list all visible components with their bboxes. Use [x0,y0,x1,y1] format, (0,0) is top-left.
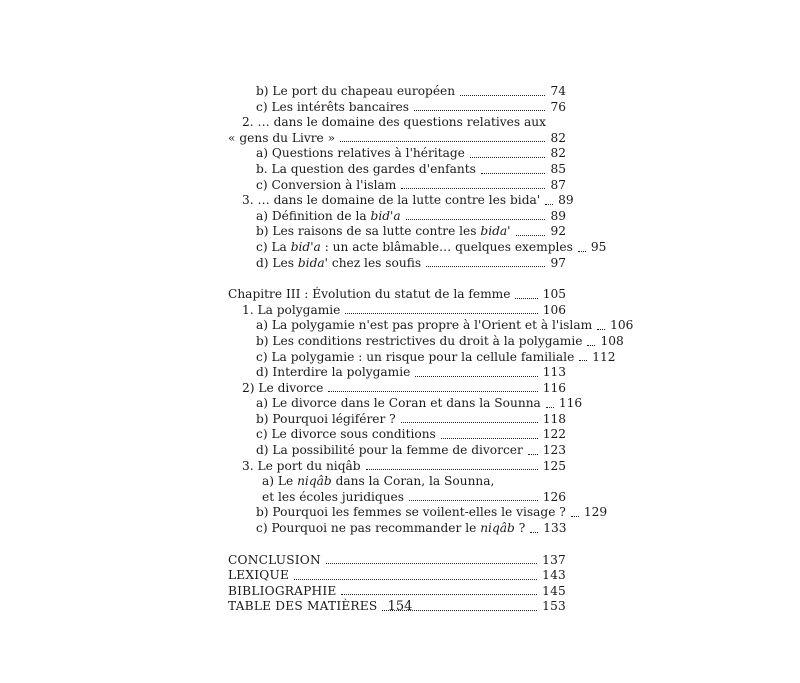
toc-entry [228,365,566,381]
toc-entry-page-number: 153 [542,599,566,614]
toc-entry [228,224,566,240]
dot-leader [294,579,537,580]
toc-entry-title [256,209,401,225]
dot-leader [597,329,605,330]
toc-entry-page-number: 106 [542,302,566,317]
toc-entry-text: d) La possibilité pour la femme de divorcer [256,443,523,458]
toc-entry-text: b) Le port du chapeau européen [256,84,456,98]
toc-entry [228,84,566,100]
toc-entry-italic-term: niqâb [297,474,332,489]
dot-leader [341,594,537,595]
toc-entry-text: 2. … dans le domaine des questions relatives aux [242,115,546,130]
dot-leader [578,251,586,252]
toc-entry [228,193,574,209]
toc-entry-page-number: 116 [558,396,583,411]
toc-entry-title [228,568,289,584]
toc-entry-page-number: 82 [550,130,566,145]
toc-entry-page-number: 108 [600,333,624,348]
toc-entry [228,349,616,366]
toc-entry-page-number: 137 [542,552,566,567]
toc-entry-title [256,350,574,366]
dot-leader [401,188,545,189]
toc-entry-title [256,100,409,116]
dot-leader [587,345,595,346]
dot-leader [366,469,538,470]
toc-entry [228,287,566,303]
toc-entry-italic-term: niqâb [480,521,515,536]
toc-entry-text: a) La polygamie n'est pas propre à l'Orient et à l'islam [256,318,593,333]
toc-entry-title [256,146,465,162]
toc-entry [228,381,566,397]
toc-entry-title [242,193,540,209]
toc-entry-page-number: 112 [592,349,616,364]
toc-entry [228,521,566,537]
toc-entry-italic-term: bid'a [370,208,401,223]
toc-entry-title [256,256,421,272]
dot-leader [328,391,537,392]
toc-entry-page-number: 129 [583,505,608,520]
dot-leader [401,422,538,423]
toc-entry [228,146,566,162]
table-of-contents [228,84,634,615]
toc-entry-text: BIBLIOGRAPHIE [228,583,337,598]
toc-entry-title [256,162,476,178]
toc-entry-text: c) Pourquoi ne pas recommander le [256,521,481,536]
toc-entry-text: 2) Le divorce [242,380,324,395]
toc-entry-title [256,443,523,459]
toc-entry-page-number: 85 [550,161,566,176]
toc-entry-title [256,396,541,412]
toc-entry-text: c) La polygamie : un risque pour la cellule familiale [256,349,575,364]
toc-entry-text-tail: : un acte blâmable… quelques exemples [320,239,573,254]
toc-entry-text: c) Conversion à l'islam [256,177,397,192]
toc-entry-text: d) Interdire la polygamie [256,365,411,380]
toc-entry-title [256,505,566,521]
toc-entry-title [256,412,396,428]
toc-entry-text: 1. La polygamie [242,302,341,317]
toc-entry-text-tail: ? [514,521,526,536]
toc-entry-title [256,178,396,194]
toc-entry [228,427,566,443]
toc-entry-text: a) Le divorce dans le Coran et dans la Sounna [256,396,541,411]
toc-entry [228,178,566,194]
toc-entry [228,239,607,256]
dot-leader [571,516,579,517]
toc-entry-page-number: 143 [542,568,566,583]
dot-leader [426,266,545,267]
toc-entry-page-number: 105 [542,287,566,302]
toc-entry-page-number: 92 [550,224,566,239]
toc-entry-text: CONCLUSION [228,552,321,567]
toc-entry-page-number: 95 [590,239,607,254]
toc-entry-page-number: 123 [542,443,566,458]
toc-entry-page-number: 87 [550,177,566,192]
toc-entry [228,162,566,178]
toc-entry-page-number: 145 [542,583,566,598]
toc-entry-page-number: 106 [610,318,634,333]
dot-leader [470,157,546,158]
page-number: 154 [387,599,413,614]
toc-entry-text: b) Les raisons de sa lutte contre les [256,224,481,239]
toc-entry [228,553,566,569]
toc-entry [228,256,566,272]
toc-entry-text: b) Pourquoi légiférer ? [256,411,396,426]
toc-entry [228,412,566,428]
toc-entry-page-number: 74 [550,84,566,98]
toc-entry-text: b. La question des gardes d'enfants [256,161,476,176]
toc-entry-title [228,584,336,600]
toc-entry-page-number: 125 [542,458,566,473]
toc-entry-text: Chapitre III : Évolution du statut de la femme [228,287,511,302]
toc-entry-text: LEXIQUE [228,568,290,583]
dot-leader [340,141,545,142]
toc-entry-page-number: 113 [542,365,566,380]
dot-leader [415,376,537,377]
toc-entry [228,100,566,116]
toc-entry [228,584,566,600]
toc-entry-title [256,224,511,240]
toc-entry-text: c) Le divorce sous conditions [256,427,436,442]
toc-entry [228,505,608,521]
toc-entry [228,303,566,319]
toc-entry-title [228,131,335,147]
toc-entry-page-number: 82 [550,146,566,161]
dot-leader [414,110,545,111]
toc-entry [228,474,566,490]
toc-entry-text: et les écoles juridiques [262,489,405,504]
toc-entry-title [242,381,323,397]
toc-entry-title [262,490,404,506]
toc-entry-title [262,474,494,490]
toc-entry-text: b) Pourquoi les femmes se voilent-elles le visage ? [256,505,566,520]
toc-entry-page-number: 116 [542,380,566,395]
toc-entry-title [256,318,592,334]
toc-entry [228,318,634,334]
toc-entry [228,459,566,475]
toc-entry-text: a) Le [262,474,298,489]
toc-entry-text: c) Les intérêts bancaires [256,99,410,114]
dot-leader [530,532,538,533]
toc-entry-text: a) Questions relatives à l'héritage [256,146,465,161]
dot-leader [528,454,538,455]
toc-entry-title [256,334,582,350]
toc-entry-title [242,115,546,131]
toc-entry-title [256,427,436,443]
toc-entry-page-number: 126 [542,489,566,504]
toc-entry [228,209,566,225]
dot-leader [406,219,546,220]
toc-entry-text: TABLE DES MATIÈRES [228,599,378,614]
dot-leader [546,407,554,408]
dot-leader [441,438,538,439]
toc-entry-text: c) La [256,239,291,254]
toc-entry [228,443,566,459]
toc-entry-title [256,365,410,381]
toc-entry-title [256,240,573,256]
toc-entry-page-number: 133 [543,521,567,536]
toc-entry-title [228,287,510,303]
dot-leader [409,500,538,501]
dot-leader [345,313,537,314]
toc-entry [228,333,624,350]
dot-leader [579,360,587,361]
toc-entry-text: « gens du Livre » [228,130,336,145]
toc-entry-title [242,303,340,319]
toc-entry-text: b) Les conditions restrictives du droit à la polygamie [256,333,583,348]
dot-leader [460,95,545,96]
toc-entry [228,131,566,147]
toc-entry-title [228,553,321,569]
toc-entry-text-tail: dans la Coran, la Sounna, [331,474,495,489]
toc-entry-title [242,459,361,475]
toc-entry [228,396,583,412]
toc-entry-text: 3. Le port du niqâb [242,458,361,473]
toc-entry-text: a) Définition de la [256,208,371,223]
toc-entry-page-number: 118 [542,411,566,426]
dot-leader [516,235,546,236]
dot-leader [545,204,553,205]
toc-entry-text: 3. … dans le domaine de la lutte contre les bida' [242,193,541,208]
toc-entry-text-tail: chez les soufis [328,255,422,270]
dot-leader [326,563,537,564]
toc-entry-text: d) Les [256,255,298,270]
toc-entry-page-number: 76 [550,99,566,114]
dot-leader [515,298,537,299]
toc-entry-page-number: 89 [550,208,566,223]
toc-entry-italic-term: bid'a [290,239,321,254]
toc-entry-title [256,521,525,537]
toc-entry-page-number: 89 [558,193,574,208]
toc-entry-italic-term: bida' [297,255,328,270]
toc-entry [228,115,566,131]
toc-entry [228,568,566,584]
toc-entry [228,490,566,506]
toc-entry-page-number: 97 [550,255,566,270]
toc-entry-title [256,84,455,100]
toc-entry-page-number: 122 [542,427,566,442]
toc-entry-italic-term: bida' [480,224,511,239]
dot-leader [481,173,546,174]
